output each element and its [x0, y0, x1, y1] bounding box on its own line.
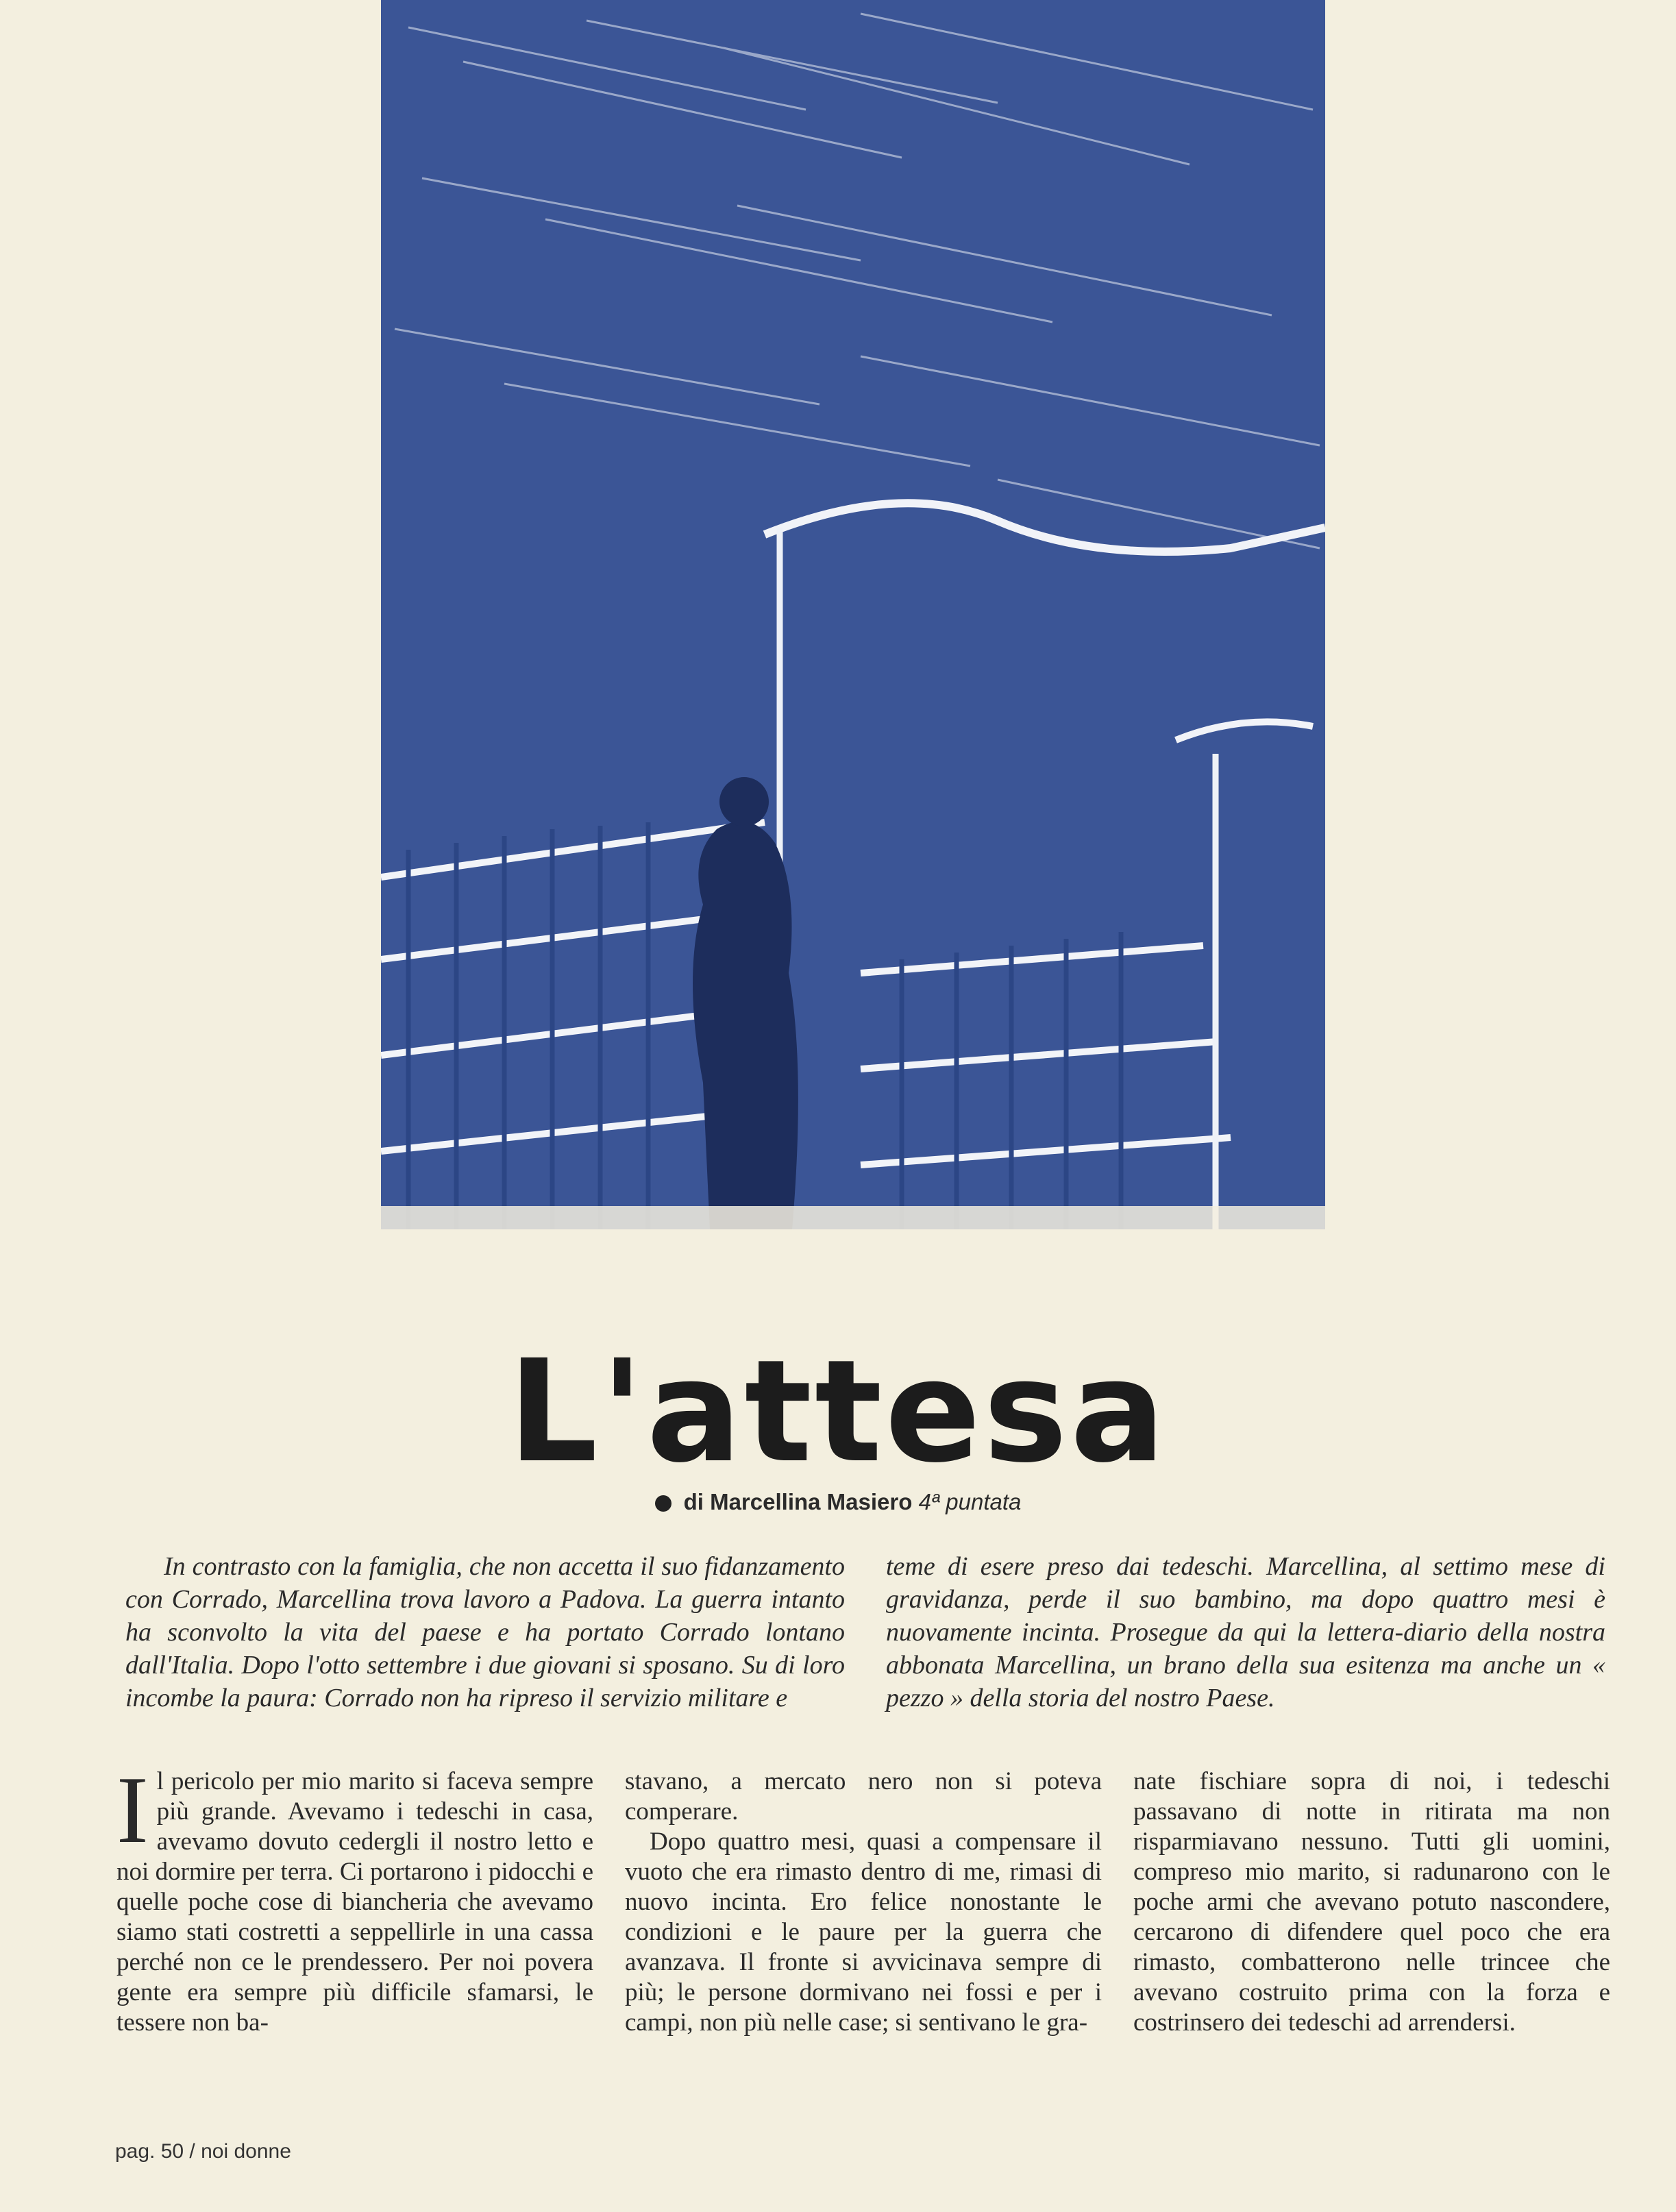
intro-column-1: In contrasto con la famiglia, che non accetta il suo fidanzamento con Corrado, Marcellina trova lavoro a Padova. La guerra intanto ha sconvolto la vita del paese e ha portato Corrado lontano dall'Italia. Dopo l'otto settembre i due giovani si sposano. Su di loro incombe la paura: Corrado non ha ripreso il servizio militare e [125, 1552, 845, 1712]
intro-column-2: teme di esere preso dai tedeschi. Marcellina, al settimo mese di gravidanza, perde il suo bambino, ma dopo quattro mesi è nuovamente incinta. Prosegue da qui la lettera-diario della nostra abbonata Marcellina, un brano della sua esitenza ma anche un « pezzo » della storia del nostro Paese. [886, 1552, 1605, 1712]
body-column-1 [116, 1757, 593, 2038]
bullet-icon [655, 1495, 671, 1512]
page-footer: pag. 50 / noi donne [115, 2140, 291, 2163]
article-title: L'attesa [508, 1329, 1168, 1494]
body-column-2-para-1: stavano, a mercato nero non si poteva comperare. [625, 1767, 1102, 1826]
byline [0, 1488, 1676, 1516]
article-intro [125, 1550, 1605, 1715]
body-column-1-text: l pericolo per mio marito si faceva sempre più grande. Avevamo i tedeschi in casa, avevamo dovuto cedergli il nostro letto e noi dormire per terra. Ci portarono i pidocchi e quelle poche cose di biancheria che avevamo siamo stati costretti a seppellirle in una cassa perché non ce le prendessero. Per noi povera gente era sempre più difficile sfamarsi, le tessere non ba- [116, 1767, 593, 2037]
woodcut-illustration [381, 0, 1325, 1229]
body-column-2-para-2: Dopo quattro mesi, quasi a compensare il vuoto che era rimasto dentro di me, rimasi di nuovo incinta. Ero felice nonostante le condizioni e le paure per la guerra che avanzava. Il fronte si avvicinava sempre di più; le persone dormivano nei fossi e per i campi, non più nelle case; si sentivano le gra- [625, 1828, 1102, 2037]
drop-cap: I [116, 1757, 149, 1863]
article-body [116, 1757, 1610, 2038]
body-column-2 [625, 1767, 1102, 2038]
body-column-3-text: nate fischiare sopra di noi, i tedeschi passavano di notte in ritirata ma non risparmiavano nessuno. Tutti gli uomini, compreso mio marito, si radunarono con le poche armi che avevano potuto nascondere, cercarono di difendere quel poco che era rimasto, combatterono nelle trincee che avevano costruito prima con la forza e costrinsero dei tedeschi ad arrendersi. [1133, 1767, 1610, 2037]
woodcut-figure-under-reed-canopy [381, 0, 1325, 1229]
body-column-3 [1133, 1767, 1610, 2038]
byline-episode: 4ª puntata [918, 1489, 1022, 1514]
byline-author: di Marcellina Masiero [683, 1489, 913, 1514]
